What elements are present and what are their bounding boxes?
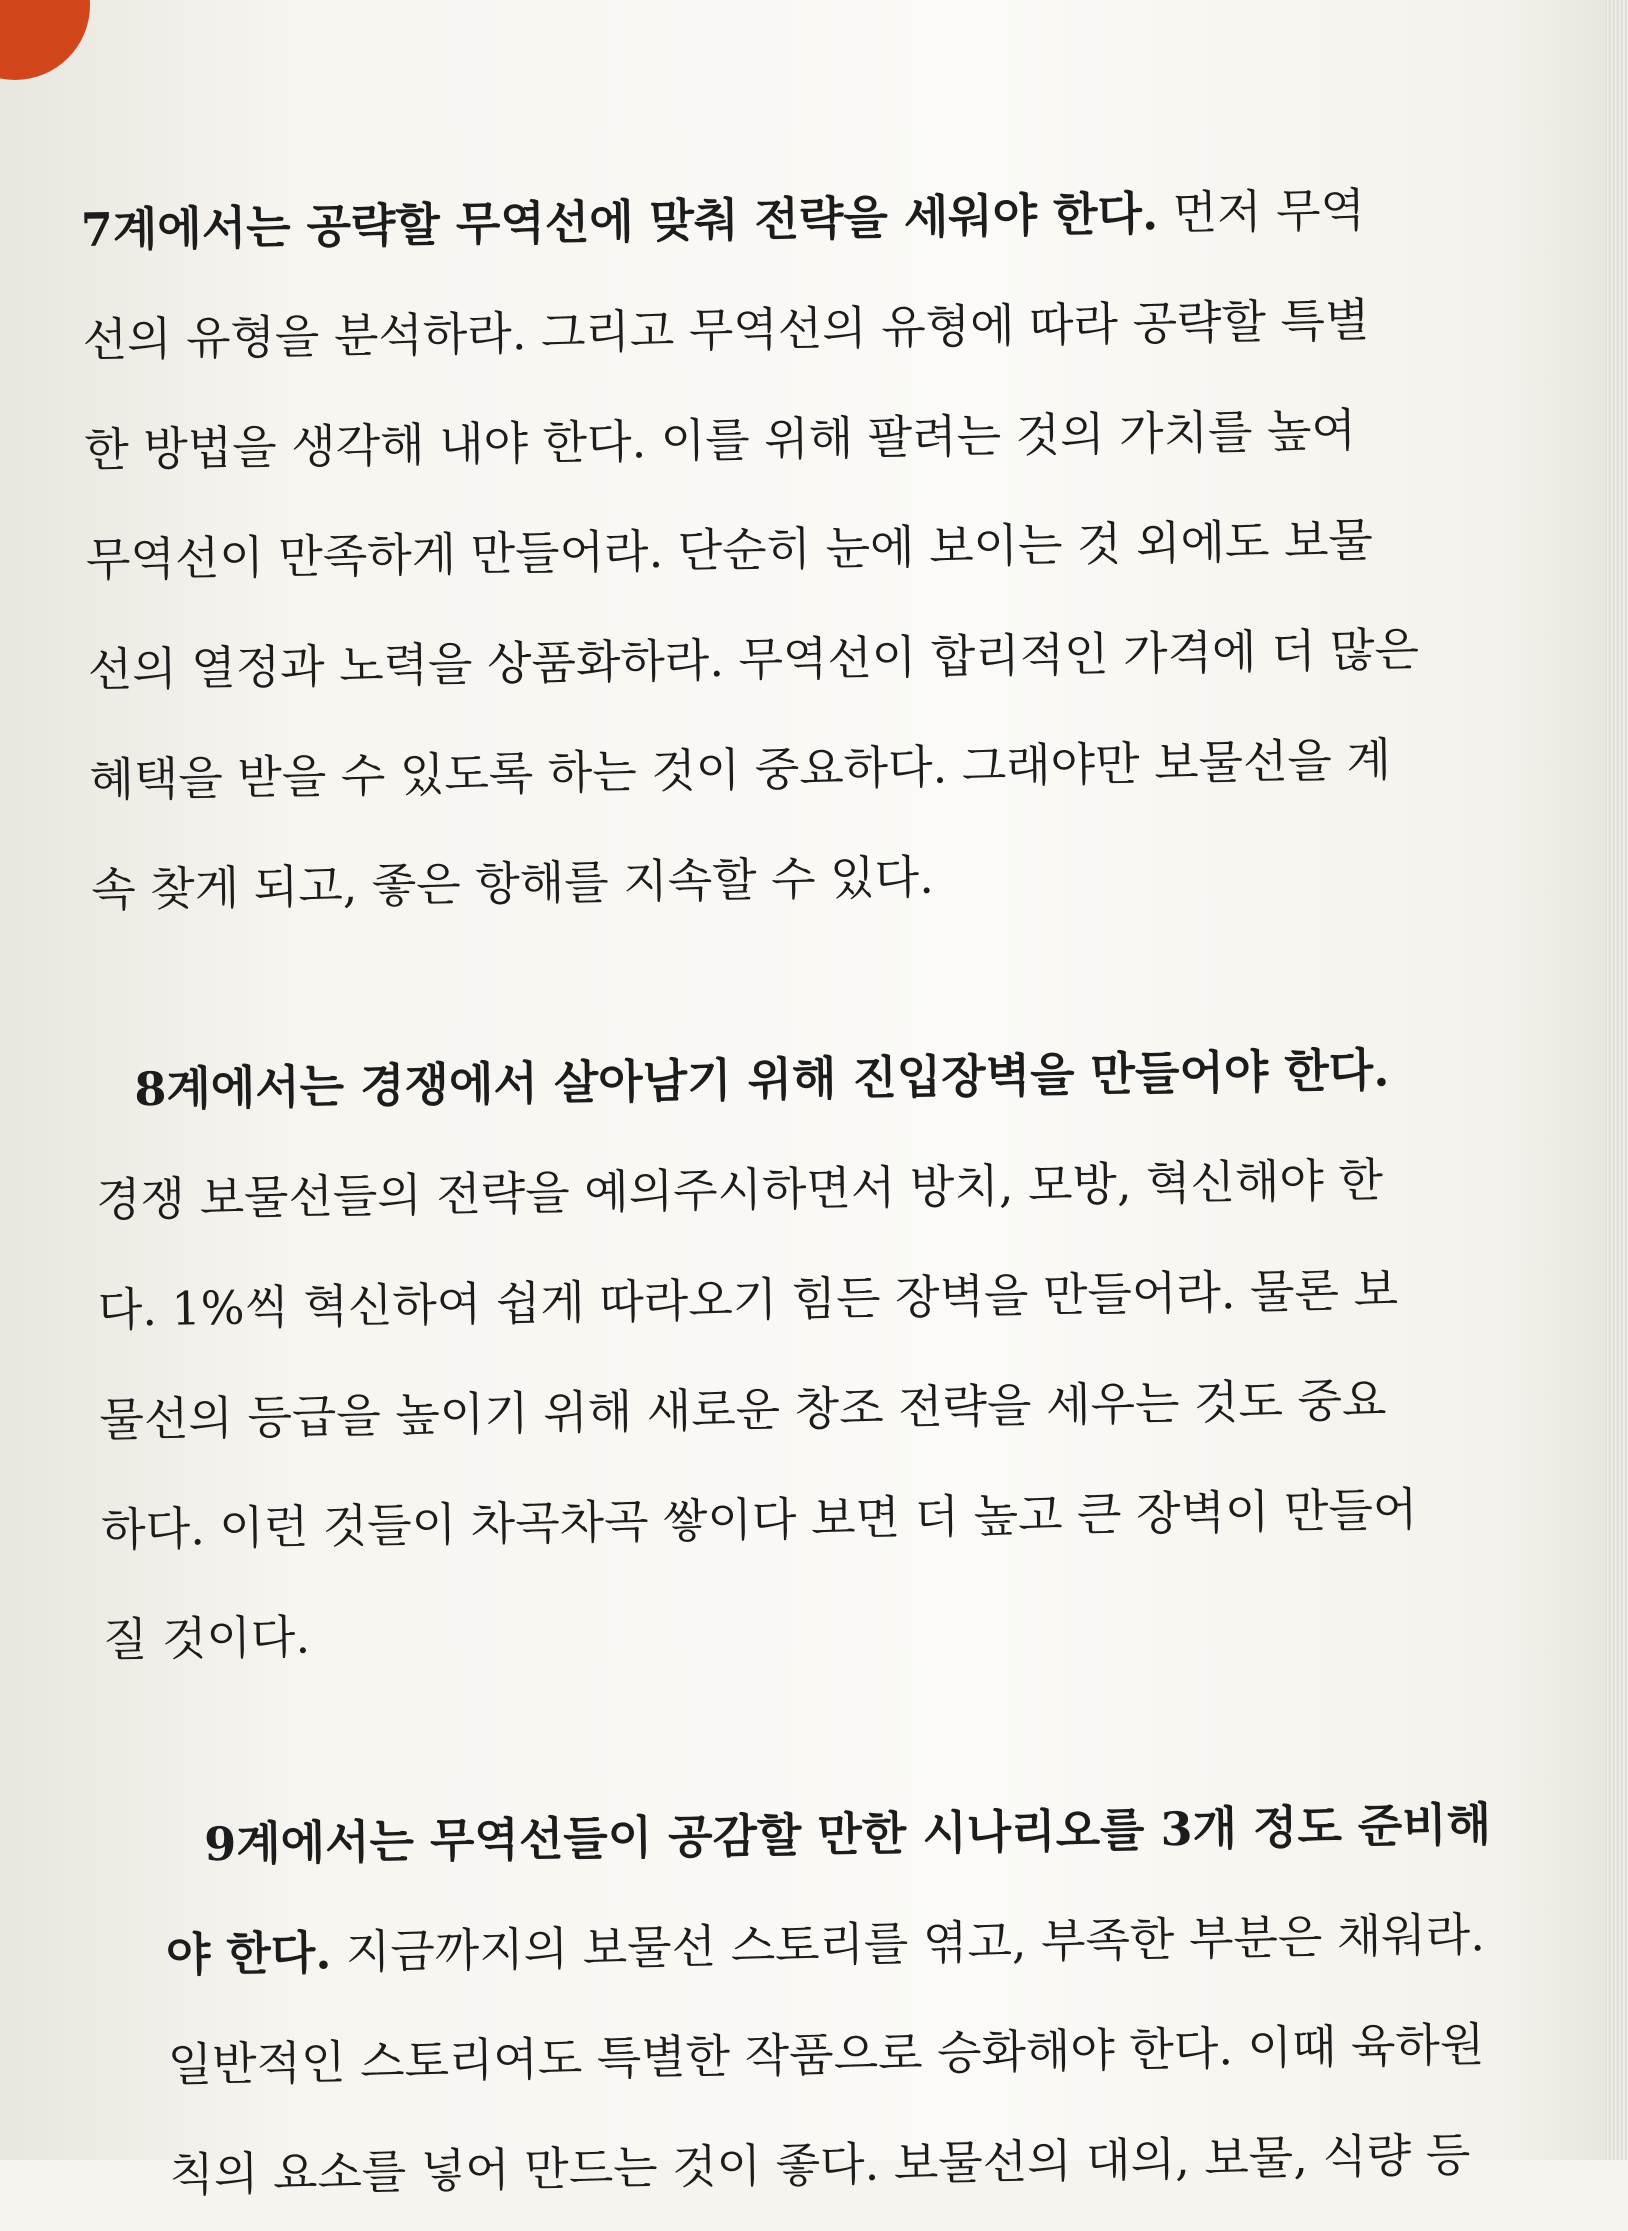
- text-line: 속 찾게 되고, 좋은 항해를 지속할 수 있다.: [90, 849, 935, 917]
- text-line: 한 방법을 생각해 내야 한다. 이를 위해 팔려는 것의 가치를 높여: [83, 402, 1357, 477]
- text-line: 경쟁 보물선들의 전략을 예의주시하면서 방치, 모방, 혁신해야 한: [95, 1152, 1384, 1227]
- orange-corner: [0, 0, 90, 80]
- text-line: 야 한다. 지금까지의 보물선 스토리를 엮고, 부족한 부분은 채워라.: [165, 1907, 1486, 1982]
- text-line: 칙의 요소를 넣어 만드는 것이 좋다. 보물선의 대의, 보물, 식량 등: [168, 2127, 1471, 2202]
- text-line: 9계에서는 무역선들이 공감할 만한 시나리오를 3개 정도 준비해: [203, 1797, 1492, 1872]
- text-line: 혜택을 받을 수 있도록 하는 것이 중요하다. 그래야만 보물선을 계: [89, 732, 1392, 807]
- text-line: 선의 열정과 노력을 상품화하라. 무역선이 합리적인 가격에 더 많은: [87, 622, 1420, 697]
- text-line: 질 것이다.: [102, 1609, 311, 1667]
- page-text: [80, 155, 1492, 2230]
- page-edges: [1606, 0, 1628, 2160]
- text-line: 물선의 등급을 높이기 위해 새로운 창조 전략을 세우는 것도 중요: [99, 1372, 1387, 1447]
- text-line: 7계에서는 공략할 무역선에 맞춰 전략을 세워야 한다. 먼저 무역: [80, 182, 1366, 257]
- text-line: 선의 유형을 분석하라. 그리고 무역선의 유형에 따라 공략할 특별: [82, 292, 1370, 367]
- text-line: 일반적인 스토리여도 특별한 작품으로 승화해야 한다. 이때 육하원: [167, 2017, 1485, 2092]
- text-line: 8계에서는 경쟁에서 살아남기 위해 진입장벽을 만들어야 한다.: [133, 1042, 1390, 1117]
- paragraph-7: [80, 155, 1420, 945]
- text-line: 다. 1%씩 혁신하여 쉽게 따라오기 힘든 장벽을 만들어라. 물론 보: [97, 1262, 1399, 1337]
- text-line: 하다. 이런 것들이 차곡차곡 쌓이다 보면 더 높고 큰 장벽이 만들어: [100, 1482, 1418, 1557]
- paragraph-8: [94, 1015, 1418, 1695]
- text-line: 무역선이 만족하게 만들어라. 단순히 눈에 보이는 것 외에도 보물: [85, 512, 1374, 587]
- paragraph-9: [105, 1771, 1492, 2231]
